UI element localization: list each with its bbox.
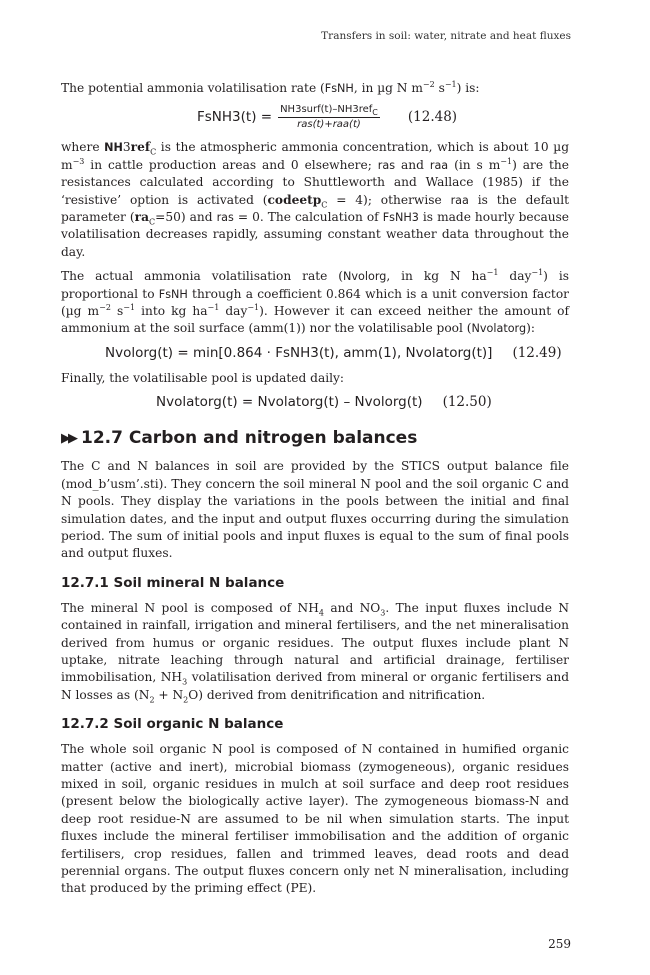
equation-number: (12.50): [442, 394, 492, 411]
equation-fraction: $\frac{NH3surf(t)-NH3ref_C}{\text{ras(t)+raa(t)}}$: [280, 104, 378, 131]
equation-body: Nvolatorg(t) = Nvolatorg(t) – Nvolorg(t): [156, 394, 423, 411]
subsection-heading-mineral: 12.7.1 Soil mineral N balance: [61, 574, 285, 591]
equation-number: (12.48): [407, 109, 458, 126]
subsection-heading-organic: 12.7.2 Soil organic N balance: [61, 716, 284, 733]
paragraph-balances-intro: The C and N balances in soil are provided by the STICS output balance file (mod_b’usm’.sti). They concern the soil mineral N pool and the soil organic C and N pools. They display the variations in the pools between the initial and final simulation dates, and the input and output fluxes occurring during the simulation period. The sum of initial pools and input fluxes is equal to the sum of final pools and output fluxes.: [61, 459, 569, 561]
paragraph-pool-update: Finally, the volatilisable pool is updated daily:: [61, 370, 345, 385]
equation-body: Nvolorg(t) = min[0.864 · FsNH3(t), amm(1), Nvolatorg(t)]: [105, 344, 493, 361]
double-arrow-right-icon: ▶▶: [61, 430, 75, 446]
paragraph-potential-volatilisation: The potential ammonia volatilisation rate (FsNH, in µg N $m^{-2}$ $s^{-1}$) is:: [61, 79, 480, 95]
equation-12-49: [105, 345, 569, 361]
variable-fsnh: FsNH: [324, 82, 354, 95]
equation-12-48: [197, 104, 569, 130]
section-heading: [61, 428, 569, 448]
equation-12-50: [156, 394, 569, 410]
paragraph-nh3ref-definition: where NH3ref$_C$ is the atmospheric ammonia concentration, which is about 10 µg $m^{-3}$ in cattle production areas and 0 elsewhere; ras and raa (in s $m^{-1}$) are the resistances calculated according to Shuttleworth and Wallace (1985) if the ‘resistive’ option is activated (codeetp$_C$ = 4); otherwise raa is the default parameter $(ra_C=50)$ and ras = 0. The calculation of FsNH3 is made hourly because volatilisation decreases rapidly, assuming constant weather data throughout the day.: [61, 140, 570, 259]
page-number: 259: [548, 937, 571, 951]
paragraph-organic-balance: The whole soil organic N pool is composed of N contained in humified organic matter (active and inert), microbial biomass (zymogeneous), organic residues mixed in soil, organic residues in mulch at soil surface and deep root residues (present below the biologically active layer). The zymogeneous biomass-N and deep root residue-N are assumed to be nil when simulation starts. The input fluxes include the mineral fertiliser immobilisation and the addition of organic fertilisers, crop residues, fallen and trimmed leaves, dead roots and dead perennial organs. The output fluxes concern only net N mineralisation, including that produced by the priming effect (PE).: [61, 742, 569, 896]
running-header: Transfers in soil: water, nitrate and heat fluxes: [321, 30, 571, 42]
page-body: [61, 80, 569, 905]
equation-lhs: FsNH3(t) =: [197, 109, 273, 126]
paragraph-mineral-balance: The mineral N pool is composed of $NH_4$ and $NO_3$. The input fluxes include N contained in rainfall, irrigation and mineral fertilisers, and the net mineralisation derived from humus or organic residues. The output fluxes include plant N uptake, nitrate leaching through natural and artificial drainage, fertiliser immobilisation, $NH_3$ volatilisation derived from mineral or organic fertilisers and N losses as $(N_2 + N_2O)$ derived from denitrification and nitrification.: [61, 600, 570, 705]
equation-number: (12.49): [512, 344, 562, 361]
section-title: 12.7 Carbon and nitrogen balances: [81, 428, 418, 449]
paragraph-actual-volatilisation: The actual ammonia volatilisation rate (Nvolorg, in kg N $ha^{-1}$ day$^{-1}$) is proportional to FsNH through a coefficient 0.864 which is a unit conversion factor (µg $m^{-2}$ $s^{-1}$ into kg $ha^{-1}$ day$^{-1}$). However it can exceed neither the amount of ammonium at the soil surface (amm(1)) nor the volatilisable pool (Nvolatorg):: [61, 268, 569, 336]
